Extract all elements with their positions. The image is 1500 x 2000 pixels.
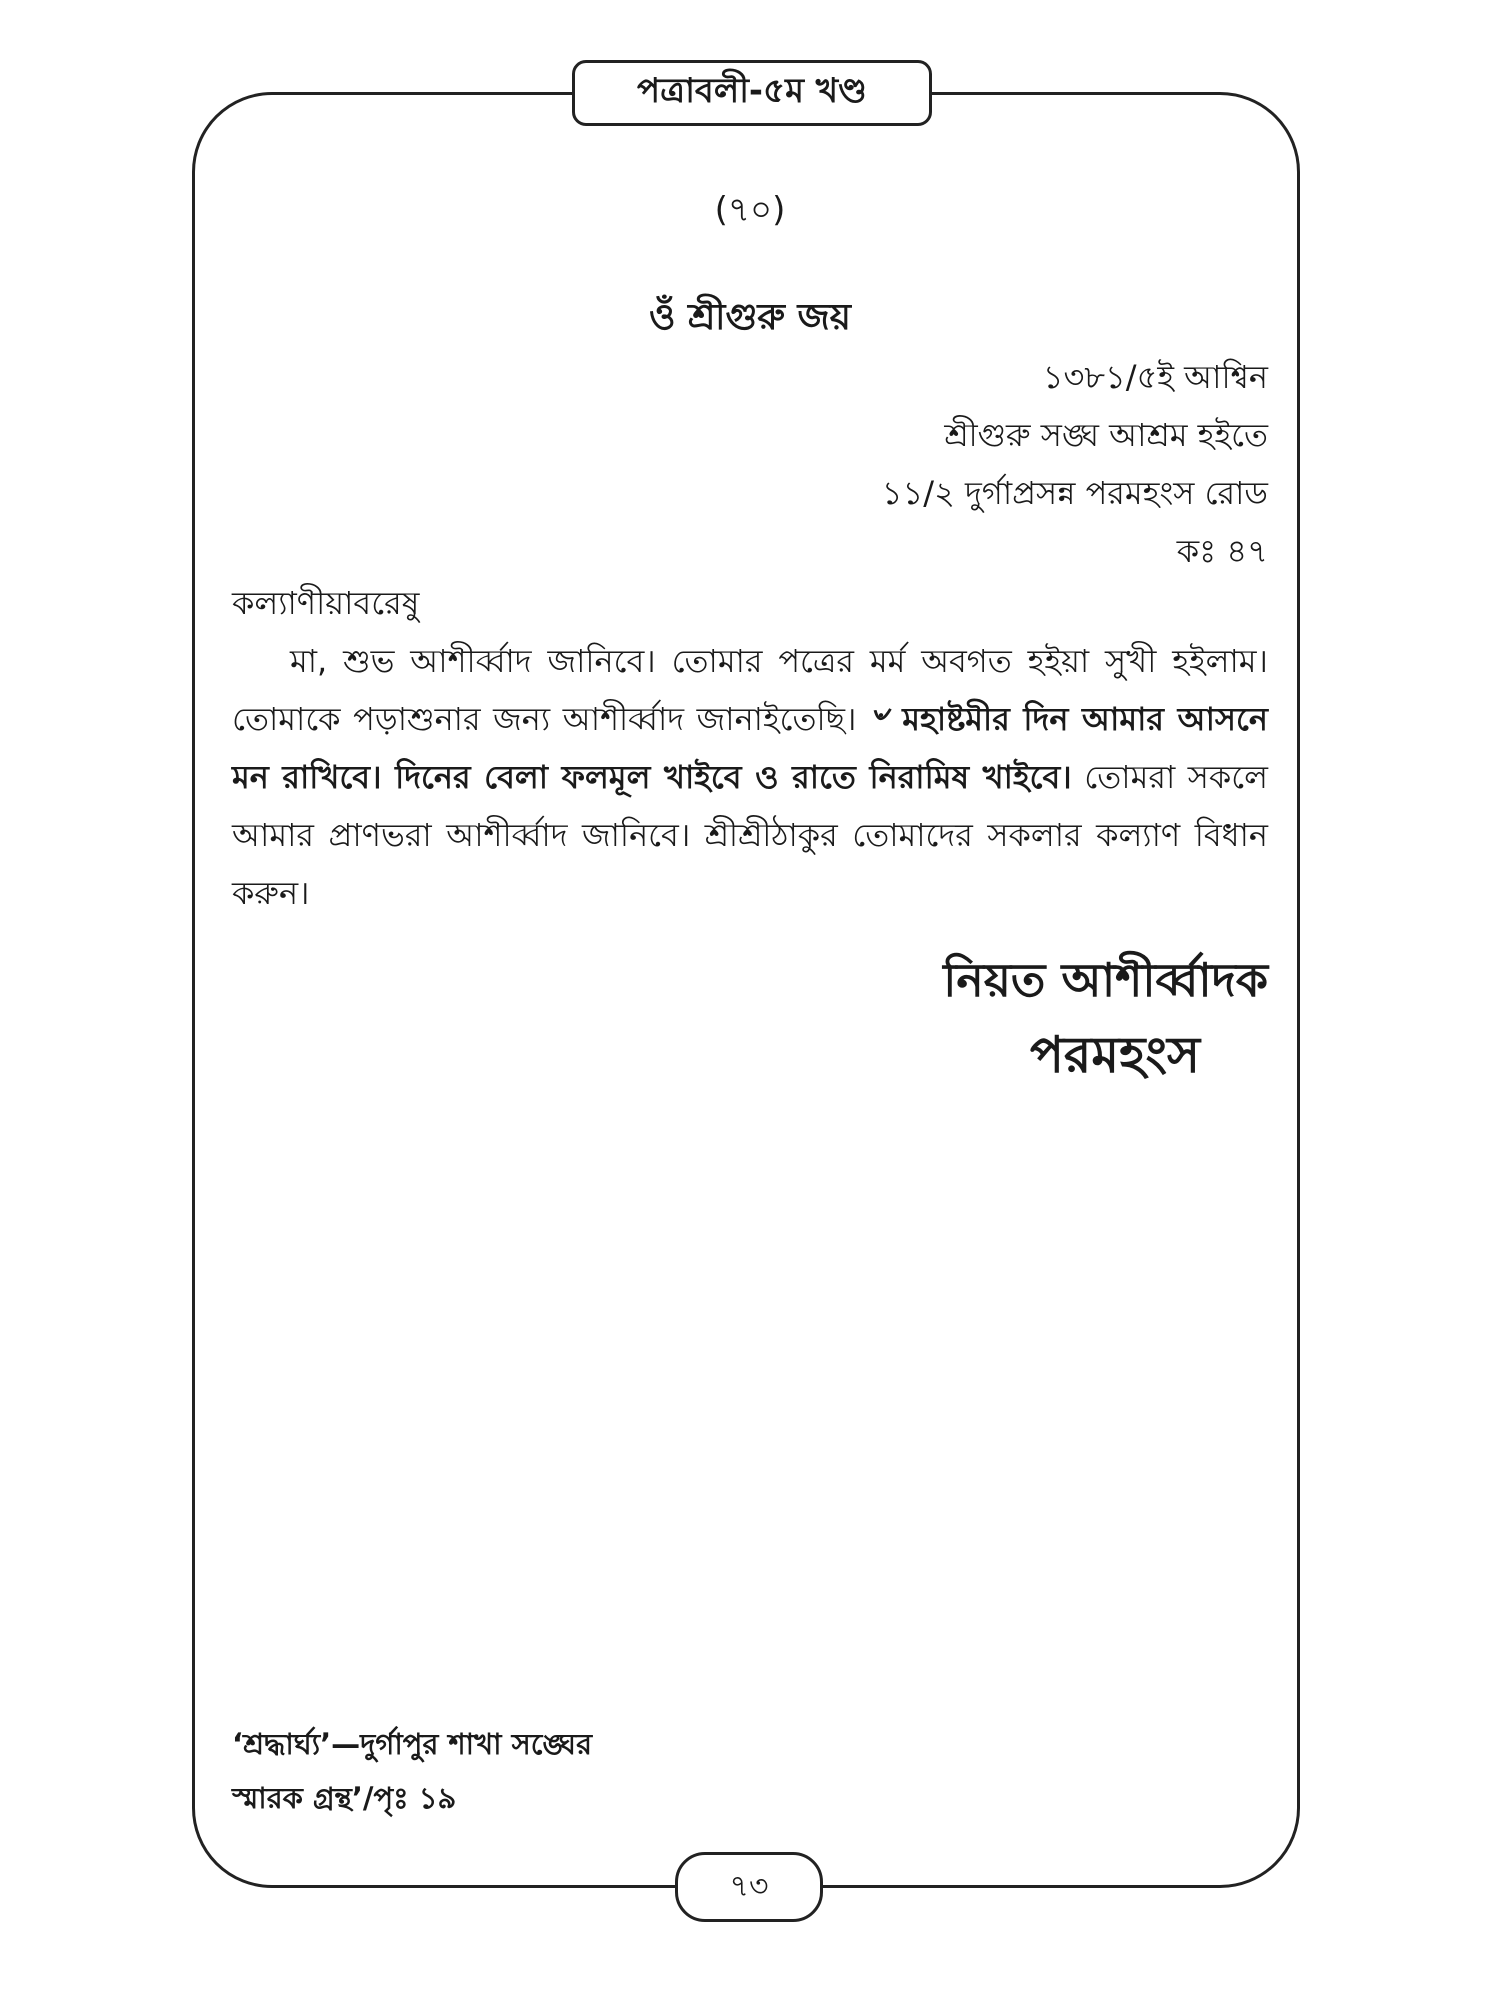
book-title: পত্রাবলী-৫ম খণ্ড xyxy=(637,70,867,111)
letter-body xyxy=(232,632,1268,922)
source-citation-line2: স্মারক গ্রন্থ’/পৃঃ ১৯ xyxy=(232,1781,457,1815)
closing-phrase: নিয়ত আশীর্ব্বাদক xyxy=(943,953,1268,1007)
body-text-bold: ৺ মহাষ্টমীর দিন আমার আসনে মন রাখিবে। দিনের বেলা ফলমূল খাইবে ও রাতে নিরামিষ খাইবে। xyxy=(232,700,1269,796)
running-header xyxy=(572,60,932,126)
address-line-road: ১১/২ দুর্গাপ্রসন্ন পরমহংস রোড xyxy=(881,474,1268,512)
body-text-part1: মা, শুভ আশীর্ব্বাদ জানিবে। তোমার পত্রের মর্ম অবগত হইয়া সুখী হইলাম। তোমাকে পড়াশুনার জন্য আশীর্ব্বাদ জানাইতেছি। xyxy=(232,642,1268,738)
salutation: কল্যাণীয়াবরেষু xyxy=(232,584,420,622)
source-citation-line1: ‘শ্রদ্ধার্ঘ্য’—দুর্গাপুর শাখা সঙ্ঘের xyxy=(232,1727,593,1761)
signature: পরমহংস xyxy=(1029,1026,1200,1084)
body-text-part2: তোমরা সকলে আমার প্রাণভরা আশীর্ব্বাদ জানিবে। শ্রীশ্রীঠাকুর তোমাদের সকলার কল্যাণ বিধান করুন। xyxy=(232,758,1269,912)
letter-date: ১৩৮১/৫ই আশ্বিন xyxy=(1042,358,1268,396)
letter-number: (৭০) xyxy=(714,190,786,230)
page-number-box xyxy=(675,1852,823,1922)
invocation-heading: ওঁ শ্রীগুরু জয় xyxy=(649,297,851,338)
address-line-ashram: শ্রীগুরু সঙ্ঘ আশ্রম হইতে xyxy=(944,416,1268,454)
address-line-city: কঃ ৪৭ xyxy=(1176,532,1268,570)
page-number: ৭৩ xyxy=(729,1868,769,1904)
